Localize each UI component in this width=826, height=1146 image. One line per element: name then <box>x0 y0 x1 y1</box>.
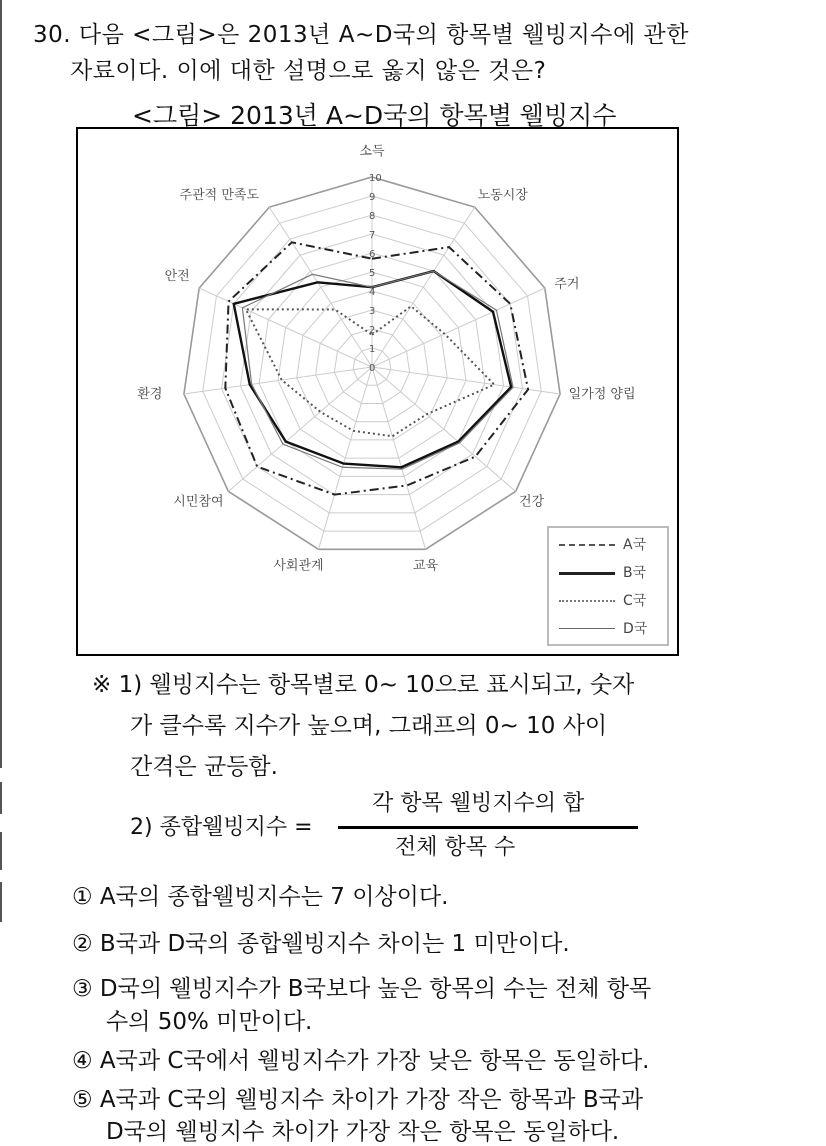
tick-label: 4 <box>369 287 376 298</box>
note-1-line-1: ※ 1) 웰빙지수는 항목별로 0~ 10으로 표시되고, 숫자 <box>92 672 635 698</box>
axis-label: 안전 <box>164 269 190 285</box>
tick-label: 9 <box>369 192 376 203</box>
tick-label: 0 <box>369 363 376 374</box>
margin-rule <box>0 882 2 922</box>
axis-label: 주관적 만족도 <box>179 188 260 204</box>
dash-dot-line-icon <box>559 544 615 546</box>
series-line <box>242 271 513 469</box>
figure-title: <그림> 2013년 A~D국의 항목별 웰빙지수 <box>132 101 617 130</box>
tick-label: 1 <box>369 344 376 355</box>
axis-label: 시민참여 <box>173 494 224 510</box>
legend-item-b: B국 <box>559 562 663 582</box>
tick-label: 5 <box>369 268 376 279</box>
dotted-line-icon <box>559 600 615 602</box>
note-1-line-3: 간격은 균등함. <box>130 754 278 780</box>
tick-label: 2 <box>369 325 376 336</box>
choice-5-line-2: D국의 웰빙지수 차이가 가장 작은 항목은 동일하다. <box>106 1119 620 1145</box>
axis-label: 노동시장 <box>477 188 528 204</box>
choice-3-line-1: ③ D국의 웰빙지수가 B국보다 높은 항목의 수는 전체 항목 <box>72 976 652 1002</box>
axis-label: 주거 <box>554 277 580 293</box>
axis-label: 사회관계 <box>273 558 324 574</box>
choice-3-line-2: 수의 50% 미만이다. <box>106 1009 313 1035</box>
axis-label: 일가정 양립 <box>568 387 636 403</box>
legend-item-d: D국 <box>559 618 663 638</box>
choice-1: ① A국의 종합웰빙지수는 7 이상이다. <box>72 884 449 910</box>
axis-label: 환경 <box>137 387 163 403</box>
choice-2: ② B국과 D국의 종합웰빙지수 차이는 1 미만이다. <box>72 931 570 957</box>
legend-item-a: A국 <box>559 534 663 554</box>
spoke <box>372 367 560 394</box>
legend-item-c: C국 <box>559 590 663 610</box>
note-mark: ※ <box>92 672 112 698</box>
question-number: 30. <box>33 22 72 48</box>
tick-label: 3 <box>369 306 376 317</box>
formula-denominator: 전체 항목 수 <box>395 835 516 860</box>
axis-label: 건강 <box>519 494 545 510</box>
margin-rule <box>0 832 2 870</box>
tick-label: 8 <box>369 211 376 222</box>
formula-numerator: 각 항목 웰빙지수의 합 <box>372 791 585 816</box>
axis-label: 소득 <box>359 144 385 159</box>
margin-rule <box>0 782 2 814</box>
tick-label: 10 <box>369 173 382 184</box>
solid-thin-line-icon <box>559 628 615 629</box>
question-text: 다음 <그림>은 2013년 A~D국의 항목별 웰빙지수에 관한 <box>78 22 689 48</box>
formula-label: 2) 종합웰빙지수 = <box>130 815 313 840</box>
chart-legend <box>547 526 669 646</box>
question-line-2: 자료이다. 이에 대한 설명으로 옳지 않은 것은? <box>70 58 547 84</box>
axis-label: 교육 <box>412 558 439 574</box>
spoke <box>184 367 372 394</box>
solid-thick-line-icon <box>559 572 615 575</box>
tick-label: 6 <box>369 249 376 260</box>
choice-4: ④ A국과 C국에서 웰빙지수가 가장 낮은 항목은 동일하다. <box>72 1048 650 1074</box>
tick-label: 7 <box>369 230 376 241</box>
fraction-bar <box>338 826 638 829</box>
choice-5-line-1: ⑤ A국과 C국의 웰빙지수 차이가 가장 작은 항목과 B국과 <box>72 1087 644 1113</box>
note-1-line-2: 가 클수록 지수가 높으며, 그래프의 0~ 10 사이 <box>130 713 608 739</box>
